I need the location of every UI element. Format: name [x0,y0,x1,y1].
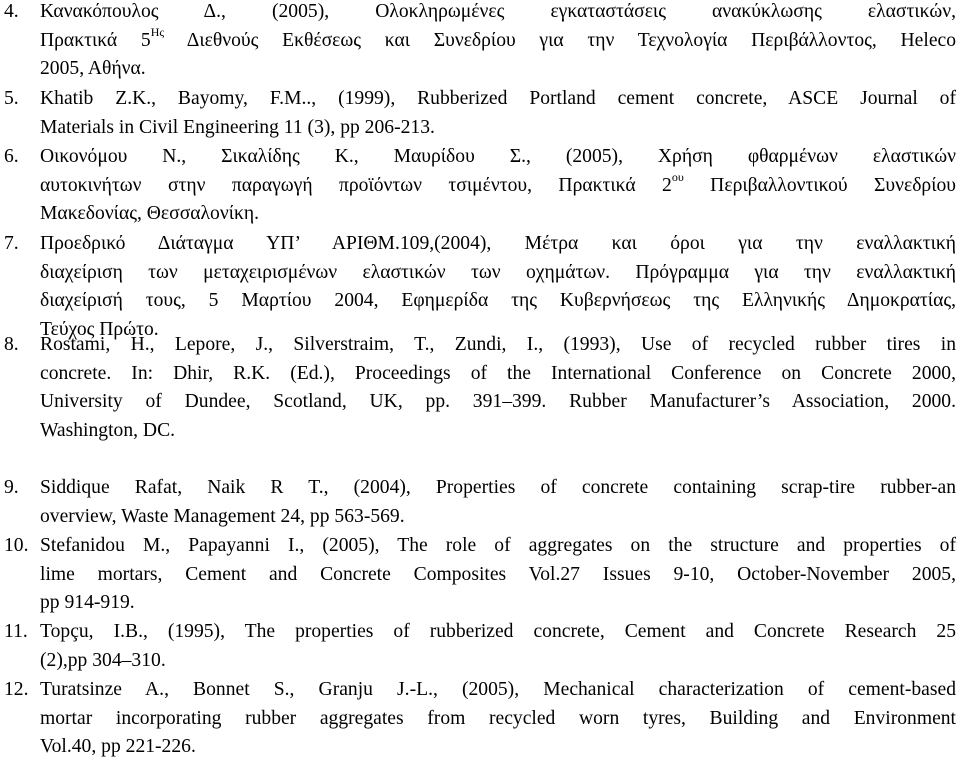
reference-text [40,618,956,675]
reference-line [40,676,956,705]
reference-line-text: concrete. In: Dhir, R.K. (Ed.), Proceedings of the International Conference on Concrete 2000, [40,362,956,384]
reference-line [40,287,956,316]
reference-line [40,331,956,360]
reference-line [40,55,956,84]
reference-line [40,360,956,389]
reference-line [40,474,956,503]
reference-number: 8. [4,334,19,355]
reference-line-text: Stefanidou M., Papayanni I., (2005), The role of aggregates on the structure and properties of [40,535,956,556]
reference-number: 4. [4,1,19,22]
reference-line [40,172,956,201]
reference-text [40,143,956,229]
reference-line [40,0,956,27]
reference-line [40,114,956,143]
reference-line [40,647,956,676]
reference-line-text: αυτοκινήτων στην παραγωγή προϊόντων τσιμέντου, Πρακτικά 2 [40,174,672,196]
reference-line [40,589,956,618]
reference-line-text: Διεθνούς Εκθέσεως και Συνεδρίου για την Τεχνολογία Περιβάλλοντος, Heleco [164,29,957,51]
reference-line-text: Rostami, H., Lepore, J., Silverstraim, T., Zundi, I., (1993), Use of recycled rubber tires in [40,334,956,355]
reference-line-text: Περιβαλλοντικού Συνεδρίου [683,174,956,196]
reference-line-text: διαχείριση των μεταχειρισμένων ελαστικών των οχημάτων. Πρόγραμμα για την εναλλακτική [40,261,956,283]
reference-text [40,0,956,84]
reference-line [40,388,956,417]
reference-text [40,474,956,531]
reference-line [40,705,956,734]
reference-number: 12. [4,679,29,700]
reference-line-text: Washington, DC. [40,419,176,441]
reference-line [40,561,956,590]
reference-number: 9. [4,477,19,498]
reference-line [40,733,956,762]
reference-line [40,417,956,446]
reference-line-text: Μακεδονίας, Θεσσαλονίκη. [40,203,259,225]
reference-line-text: Vol.40, pp 221-226. [40,736,196,758]
reference-line-text: Materials in Civil Engineering 11 (3), pp 206-213. [40,116,435,138]
reference-number: 11. [4,621,28,642]
reference-line-text: Κανακόπουλος Δ., (2005), Ολοκληρωμένες εγκαταστάσεις ανακύκλωσης ελαστικών, [40,1,956,22]
reference-line-text: pp 914-919. [40,592,135,614]
reference-number: 6. [4,146,19,167]
reference-line [40,143,956,172]
reference-line [40,85,956,114]
ordinal-superscript: ου [671,170,684,185]
reference-text [40,230,956,344]
reference-number: 7. [4,233,19,254]
reference-line-text: διαχείρισή τους, 5 Μαρτίου 2004, Εφημερίδα της Κυβερνήσεως της Ελληνικής Δημοκρατίας, [40,290,956,312]
reference-line [40,27,956,56]
ordinal-superscript: Ης [150,25,165,40]
reference-line-text: Siddique Rafat, Naik R T., (2004), Properties of concrete containing scrap-tire rubber-an [40,477,956,498]
reference-line-text: Πρακτικά 5 [40,29,151,51]
reference-line-text: lime mortars, Cement and Concrete Composites Vol.27 Issues 9-10, October-November 2005, [40,563,956,585]
reference-line-text: overview, Waste Management 24, pp 563-569. [40,505,405,527]
reference-line [40,259,956,288]
reference-line-text: Τεύχος Πρώτο. [40,318,159,340]
reference-line-text: Khatib Z.K., Bayomy, F.M.., (1999), Rubberized Portland cement concrete, ASCE Journal of [40,88,956,109]
reference-line-text: University of Dundee, Scotland, UK, pp. 391–399. Rubber Manufacturer’s Association, 2000. [40,391,956,413]
reference-line-text: mortar incorporating rubber aggregates from recycled worn tyres, Building and Environment [40,707,956,729]
reference-line-text: Οικονόμου Ν., Σικαλίδης Κ., Μαυρίδου Σ., (2005), Χρήση φθαρμένων ελαστικών [40,146,956,167]
reference-line-text: (2),pp 304–310. [40,649,166,671]
reference-text [40,331,956,445]
reference-line-text: Topçu, I.B., (1995), The properties of rubberized concrete, Cement and Concrete Research 25 [40,621,956,642]
reference-text [40,676,956,762]
reference-line [40,230,956,259]
reference-number: 10. [4,535,29,556]
reference-line-text: Προεδρικό Διάταγμα ΥΠ’ ΑΡΙΘΜ.109,(2004), Μέτρα και όροι για την εναλλακτική [40,233,956,254]
reference-text [40,85,956,142]
reference-line [40,503,956,532]
reference-line-text: Turatsinze A., Bonnet S., Granju J.-L., (2005), Mechanical characterization of cement-based [40,679,956,700]
reference-text [40,532,956,618]
reference-line [40,532,956,561]
reference-line-text: 2005, Αθήνα. [40,58,146,80]
reference-line [40,618,956,647]
reference-line [40,200,956,229]
reference-number: 5. [4,88,19,109]
